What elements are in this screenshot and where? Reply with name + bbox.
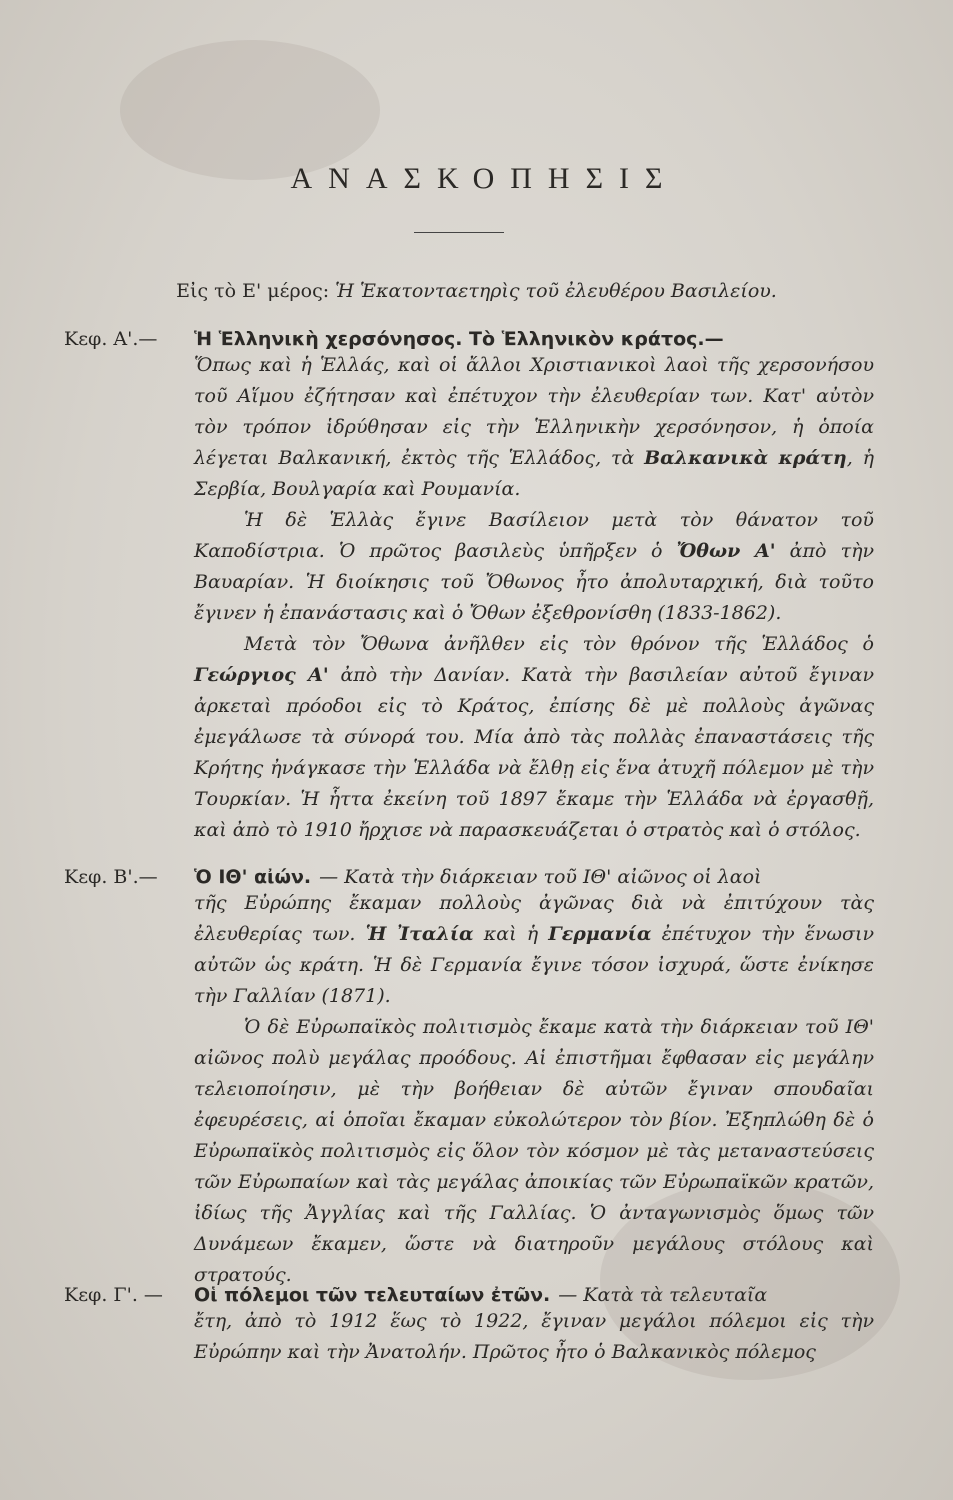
- chapter-title: Οἱ πόλεμοι τῶν τελευταίων ἐτῶν.: [194, 1284, 551, 1306]
- chapter-body: [194, 350, 874, 846]
- paragraph: [194, 505, 874, 629]
- chapter-number: Κεφ. Β'.—: [64, 866, 158, 888]
- chapter-b: [64, 866, 884, 1291]
- chapter-body: [194, 888, 874, 1291]
- paper-stain: [120, 40, 380, 180]
- part-title: Ἡ Ἑκατονταετηρὶς τοῦ ἐλευθέρου Βασιλείου.: [335, 280, 777, 302]
- paragraph: [194, 629, 874, 846]
- paragraph: [194, 1012, 874, 1291]
- body-text: ἀπὸ τὴν Βαυαρίαν. Ἡ διοίκησις τοῦ Ὄθωνος ἦτο ἀπολυταρχική, διὰ τοῦτο ἔγινεν ἡ ἐπανάστασις καὶ ὁ Ὄθων ἐξεθρονίσθη (1833-1862).: [194, 540, 875, 624]
- body-text: Μετὰ τὸν Ὄθωνα ἀνῆλθεν εἰς τὸν θρόνον τῆς Ἑλλάδος ὁ: [244, 633, 874, 655]
- body-text: , ἡ Σερβία, Βουλγαρία καὶ Ρουμανία.: [194, 447, 874, 500]
- body-text: Ὅπως καὶ ἡ Ἑλλάς, καὶ οἱ ἄλλοι Χριστιανικοὶ λαοὶ τῆς χερσονήσου τοῦ Αἵμου ἐζήτησαν καὶ ἐπέτυχον τὴν ἐλευθερίαν των. Κατ' αὐτὸν τὸν τρόπον ἱδρύθησαν εἰς τὴν Ἑλληνικὴν χερσόνησον, ἡ ὁποία λέγεται Βαλκανική, ἐκτὸς τῆς Ἑλλάδος, τὰ: [194, 354, 874, 469]
- paragraph: [194, 350, 874, 505]
- chapter-title: Ἡ Ἑλληνικὴ χερσόνησος. Τὸ Ἑλληνικὸν κράτος.—: [194, 328, 724, 350]
- body-text: ἀπὸ τὴν Δανίαν. Κατὰ τὴν βασιλείαν αὐτοῦ ἔγιναν ἀρκεταὶ πρόοδοι εἰς τὸ Κράτος, ἐπίσης δὲ μὲ πολλοὺς ἀγῶνας ἐμεγάλωσε τὰ σύνορά του. Μία ἀπὸ τὰς πολλὰς ἐπαναστάσεις τῆς Κρήτης ἠνάγκασε τὴν Ἑλλάδα νὰ ἔλθῃ εἰς ἕνα ἀτυχῆ πόλεμον μὲ τὴν Τουρκίαν. Ἡ ἧττα ἐκείνη τοῦ 1897 ἔκαμε τὴν Ἑλλάδα νὰ ἐργασθῇ, καὶ ἀπὸ τὸ 1910 ἤρχισε νὰ παρασκευάζεται ὁ στρατὸς καὶ ὁ στόλος.: [194, 664, 875, 841]
- chapter-c: [64, 1284, 884, 1368]
- emphasis-text: Ὄθων Α': [676, 540, 776, 562]
- body-text: Ὁ δὲ Εὐρωπαϊκὸς πολιτισμὸς ἔκαμε κατὰ τὴν διάρκειαν τοῦ ΙΘ' αἰῶνος πολὺ μεγάλας προόδους. Αἱ ἐπιστῆμαι ἔφθασαν εἰς μεγάλην τελειοποίησιν, μὲ τὴν βοήθειαν δὲ αὐτῶν ἔγιναν σπουδαῖαι ἐφευρέσεις, αἱ ὁποῖαι ἔκαμαν εὐκολώτερον τὸν βίον. Ἐξηπλώθη δὲ ὁ Εὐρωπαϊκὸς πολιτισμὸς εἰς ὅλον τὸν κόσμον μὲ τὰς μεταναστεύσεις τῶν Εὐρωπαίων καὶ τὰς μεγάλας ἀποικίας τῶν Εὐρωπαϊκῶν κρατῶν, ἰδίως τῆς Ἀγγλίας καὶ τῆς Γαλλίας. Ὁ ἀνταγωνισμὸς ὅμως τῶν Δυνάμεων ἔκαμεν, ὥστε νὰ διατηροῦν μεγάλους στόλους καὶ στρατούς.: [194, 1016, 874, 1286]
- emphasis-text: Γεώργιος Α': [194, 664, 329, 686]
- page-title: ΑΝΑΣΚΟΠΗΣΙΣ: [290, 162, 679, 195]
- title-divider: [414, 232, 504, 233]
- body-text: Ἡ δὲ Ἑλλὰς ἔγινε Βασίλειον μετὰ τὸν θάνατον τοῦ Καποδίστρια. Ὁ πρῶτος βασιλεὺς ὑπῆρξεν ὁ: [194, 509, 874, 562]
- chapter-title: Ὁ ΙΘ' αἰών.: [194, 866, 312, 888]
- chapter-lead: — Κατὰ τὴν διάρκειαν τοῦ ΙΘ' αἰῶνος οἱ λαοὶ: [319, 866, 762, 888]
- paragraph: [194, 888, 874, 1012]
- body-text: τῆς Εὐρώπης ἔκαμαν πολλοὺς ἀγῶνας διὰ νὰ ἐπιτύχουν τὰς ἐλευθερίας των.: [194, 892, 874, 945]
- emphasis-text: Ἡ Ἰταλία: [365, 923, 474, 945]
- chapter-number: Κεφ. Α'.—: [64, 328, 158, 350]
- emphasis-text: Γερμανία: [548, 923, 652, 945]
- part-label: Εἰς τὸ Ε' μέρος:: [176, 280, 330, 302]
- chapter-body: [194, 1306, 874, 1368]
- chapter-heading: [64, 1284, 884, 1306]
- chapter-number: Κεφ. Γ'. —: [64, 1284, 163, 1306]
- body-text: ἔτη, ἀπὸ τὸ 1912 ἕως τὸ 1922, ἔγιναν μεγάλοι πόλεμοι εἰς τὴν Εὐρώπην καὶ τὴν Ἀνατολήν. Πρῶτος ἦτο ὁ Βαλκανικὸς πόλεμος: [194, 1310, 874, 1363]
- chapter-lead: — Κατὰ τὰ τελευταῖα: [558, 1284, 768, 1306]
- paragraph: [194, 1306, 874, 1368]
- part-heading: [0, 276, 953, 306]
- body-text: ἐπέτυχον τὴν ἕνωσιν αὐτῶν ὡς κράτη. Ἡ δὲ Γερμανία ἔγινε τόσον ἰσχυρά, ὥστε ἐνίκησε τὴν Γαλλίαν (1871).: [194, 923, 874, 1007]
- chapter-heading: [64, 866, 884, 888]
- emphasis-text: Βαλκανικὰ κράτη: [644, 447, 847, 469]
- chapter-heading: [64, 328, 884, 350]
- chapter-a: [64, 328, 884, 846]
- body-text: καὶ ἡ: [473, 923, 549, 945]
